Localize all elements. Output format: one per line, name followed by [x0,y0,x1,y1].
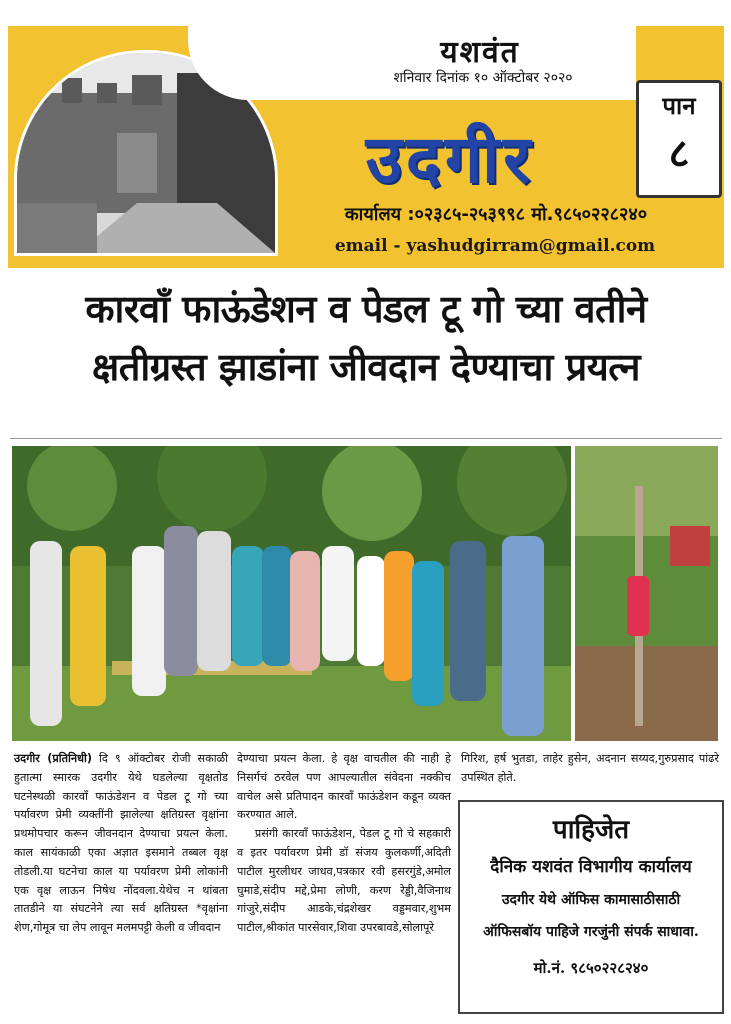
headline-line-1: कारवाँ फाऊंडेशन व पेडल टू गो च्या वतीने [85,287,647,331]
classified-ad [458,800,724,1014]
tree-photo [575,446,718,741]
page-label: पान [662,91,696,120]
article-column-2 [237,750,451,938]
group-photo-illustration [12,446,571,741]
article-column-1 [14,750,228,938]
ad-line-2: उदगीर येथे ऑफिस कामासाठीसाठी [501,892,681,908]
email-contact: email - yashudgirram@gmail.com [334,236,656,256]
group-photo [12,446,571,741]
office-contact: कार्यालय :०२३८५-२५३९९८ मो.९८५०२२८२४० [344,204,648,225]
column-3-text: गिरिश, हर्ष भुतडा, ताहेर हुसेन, अदनान सय्यद,गुरुप्रसाद पांढरे उपस्थित होते. [461,752,719,784]
headline-line-2: क्षतीग्रस्त झाडांना जीवदान देण्याचा प्रयत्न [92,345,640,389]
page-number-box [636,80,722,198]
article-column-3 [461,750,719,788]
ad-title: पाहिजेत [552,815,630,845]
article-lead: उदगीर (प्रतिनिधी) [14,752,92,765]
edition-title: उदगीर [365,121,535,198]
tree-photo-illustration [575,446,718,741]
paper-name: यशवंत [440,35,520,70]
divider [10,438,722,439]
column-2-paragraph-2: प्रसंगी कारवाँ फाऊंडेशन, पेडल टू गो चे सहकारी व इतर पर्यावरण प्रेमी डॉ संजय कुलकर्णी,अदिती पाटील मुरलीधर जाधव,पत्रकार रवी हसरगुंडे,अमोल घुमाडे,संदीप मद्दे,प्रेमा लोणी, करण रेड्डी,वैजिनाथ गांजुरे,संदीप आडके,चंद्रशेखर वड्डमवार,शुभम पाटील,श्रीकांत पारसेवार,शिवा उपरबावडे,सोलापूरे [237,827,451,935]
column-2-paragraph-1: देण्याचा प्रयत्न केला. हे वृक्ष वाचतील की नाही हे निसर्गचं ठरवेल पण आपल्यातील संवेदना नक्कीच वाचेल असे प्रतिपादन कारवाँ फाऊंडेशन कडून व्यक्त करण्यात आले. [237,752,451,822]
issue-date: शनिवार दिनांक १० ऑक्टोबर २०२० [393,70,573,86]
ad-line-3: ऑफिसबॉय पाहिजे गरजुंनी संपर्क साधावा. [483,924,699,940]
article-headline [12,280,720,396]
ad-line-1: दैनिक यशवंत विभागीय कार्यालय [490,857,692,877]
ad-phone: मो.नं. ९८५०२२८२४० [533,959,649,977]
column-1-text: दि ९ ऑक्टोबर रोजी सकाळी हुतात्मा स्मारक उदगीर येथे घडलेल्या वृक्षतोड घटनेस्थळी कारवाँ फाऊंडेशन व पेडल टू गो च्या पर्यावरण प्रेमी व्यक्तींनी झालेल्या क्षतिग्रस्त वृक्षांना प्रथमोपचार करून जीवनदान देण्याचा प्रयत्न केला. काल सायंकाळी एका अज्ञात इसमाने तब्बल वृक्ष तोडली.या घटनेचा काल या पर्यावरण प्रेमी लोकांनी एक वृक्ष लाऊन निषेध नोंदवला.येथेच न थांबता तातडीने या संघटनेने त्या सर्व क्षतिग्रस्त *वृक्षांना शेण,गोमूत्र चा लेप लावून मलमपट्टी केली व जीवदान [14,752,228,935]
page-number: ८ [668,130,690,177]
